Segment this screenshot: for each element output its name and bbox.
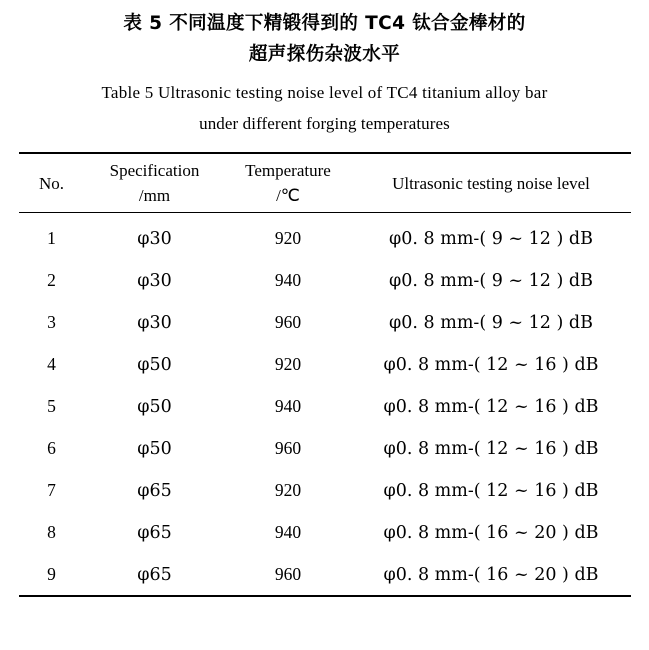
table-row	[19, 511, 631, 553]
column-header-no	[19, 153, 85, 213]
table-row	[19, 213, 631, 260]
cell-temperature	[225, 259, 352, 301]
table-header-row	[19, 153, 631, 213]
column-header-noise-level-label: Ultrasonic testing noise level	[392, 173, 590, 193]
column-header-temperature	[225, 153, 352, 213]
cell-temperature	[225, 469, 352, 511]
cell-noise-level	[352, 213, 631, 260]
cell-noise-level-text: φ0. 8 mm-( 9 ~ 12 ) dB	[389, 228, 593, 249]
cell-specification-text: φ50	[137, 438, 172, 459]
column-header-temperature-unit: /℃	[276, 186, 300, 205]
column-header-temperature-label: Temperature	[245, 161, 331, 180]
cell-noise-level	[352, 511, 631, 553]
cell-noise-level	[352, 301, 631, 343]
cell-noise-level-text: φ0. 8 mm-( 12 ~ 16 ) dB	[383, 438, 599, 459]
cell-specification-text: φ30	[137, 312, 172, 333]
cell-temperature-text: 960	[274, 437, 302, 458]
cell-no-text: 4	[47, 353, 56, 374]
cell-noise-level	[352, 469, 631, 511]
cell-temperature-text: 920	[274, 479, 302, 500]
cell-temperature-text: 920	[274, 227, 302, 248]
cell-specification	[85, 511, 225, 553]
table-row	[19, 469, 631, 511]
cell-temperature-text: 940	[274, 269, 302, 290]
table-caption-chinese	[18, 8, 631, 70]
cell-no-text: 2	[47, 269, 56, 290]
cell-temperature-text: 940	[274, 521, 302, 542]
cell-no-text: 8	[47, 521, 56, 542]
cell-noise-level-text: φ0. 8 mm-( 12 ~ 16 ) dB	[383, 480, 599, 501]
cell-temperature	[225, 301, 352, 343]
cell-temperature-text: 940	[274, 395, 302, 416]
cell-no	[19, 343, 85, 385]
cell-no	[19, 553, 85, 596]
cell-temperature	[225, 553, 352, 596]
cell-noise-level	[352, 259, 631, 301]
cell-noise-level-text: φ0. 8 mm-( 16 ~ 20 ) dB	[383, 522, 599, 543]
cell-specification	[85, 427, 225, 469]
cell-no	[19, 511, 85, 553]
caption-chinese-line-1: 表 5 不同温度下精锻得到的 TC4 钛合金棒材的	[123, 13, 526, 34]
cell-noise-level-text: φ0. 8 mm-( 12 ~ 16 ) dB	[383, 354, 599, 375]
cell-no-text: 3	[47, 311, 56, 332]
table-caption-english	[18, 77, 631, 139]
cell-no-text: 9	[47, 563, 56, 584]
column-header-specification	[85, 153, 225, 213]
cell-noise-level	[352, 343, 631, 385]
cell-specification	[85, 553, 225, 596]
cell-no	[19, 301, 85, 343]
cell-noise-level-text: φ0. 8 mm-( 9 ~ 12 ) dB	[389, 312, 593, 333]
cell-specification-text: φ50	[137, 396, 172, 417]
cell-temperature-text: 960	[274, 563, 302, 584]
table-header	[19, 153, 631, 213]
cell-specification-text: φ30	[137, 228, 172, 249]
cell-specification	[85, 213, 225, 260]
cell-temperature	[225, 385, 352, 427]
cell-no	[19, 213, 85, 260]
caption-english-line-1: Table 5 Ultrasonic testing noise level of TC4 titanium alloy bar	[101, 83, 548, 102]
table-row	[19, 301, 631, 343]
cell-specification	[85, 259, 225, 301]
table-row	[19, 259, 631, 301]
cell-specification	[85, 385, 225, 427]
caption-chinese-line-2: 超声探伤杂波水平	[248, 44, 401, 65]
cell-specification	[85, 469, 225, 511]
cell-no-text: 1	[47, 227, 56, 248]
noise-level-table	[19, 152, 631, 597]
cell-specification	[85, 301, 225, 343]
cell-no-text: 7	[47, 479, 56, 500]
cell-specification-text: φ65	[137, 522, 172, 543]
column-header-specification-unit: /mm	[138, 186, 171, 205]
cell-temperature	[225, 343, 352, 385]
cell-specification	[85, 343, 225, 385]
cell-temperature-text: 960	[274, 311, 302, 332]
cell-specification-text: φ50	[137, 354, 172, 375]
table-row	[19, 427, 631, 469]
cell-noise-level-text: φ0. 8 mm-( 12 ~ 16 ) dB	[383, 396, 599, 417]
table-row	[19, 385, 631, 427]
column-header-no-label: No.	[38, 173, 65, 193]
cell-no	[19, 427, 85, 469]
cell-temperature	[225, 213, 352, 260]
cell-noise-level	[352, 427, 631, 469]
cell-temperature	[225, 427, 352, 469]
cell-no-text: 5	[47, 395, 56, 416]
cell-no-text: 6	[47, 437, 56, 458]
cell-noise-level	[352, 385, 631, 427]
column-header-specification-label: Specification	[109, 161, 200, 180]
cell-no	[19, 259, 85, 301]
cell-no	[19, 469, 85, 511]
column-header-noise-level	[352, 153, 631, 213]
cell-specification-text: φ65	[137, 564, 172, 585]
table-row	[19, 343, 631, 385]
cell-no	[19, 385, 85, 427]
cell-noise-level	[352, 553, 631, 596]
table-body	[19, 213, 631, 597]
table-row	[19, 553, 631, 596]
caption-english-line-2: under different forging temperatures	[199, 114, 450, 133]
cell-noise-level-text: φ0. 8 mm-( 9 ~ 12 ) dB	[389, 270, 593, 291]
cell-temperature-text: 920	[274, 353, 302, 374]
cell-specification-text: φ65	[137, 480, 172, 501]
cell-noise-level-text: φ0. 8 mm-( 16 ~ 20 ) dB	[383, 564, 599, 585]
cell-specification-text: φ30	[137, 270, 172, 291]
cell-temperature	[225, 511, 352, 553]
